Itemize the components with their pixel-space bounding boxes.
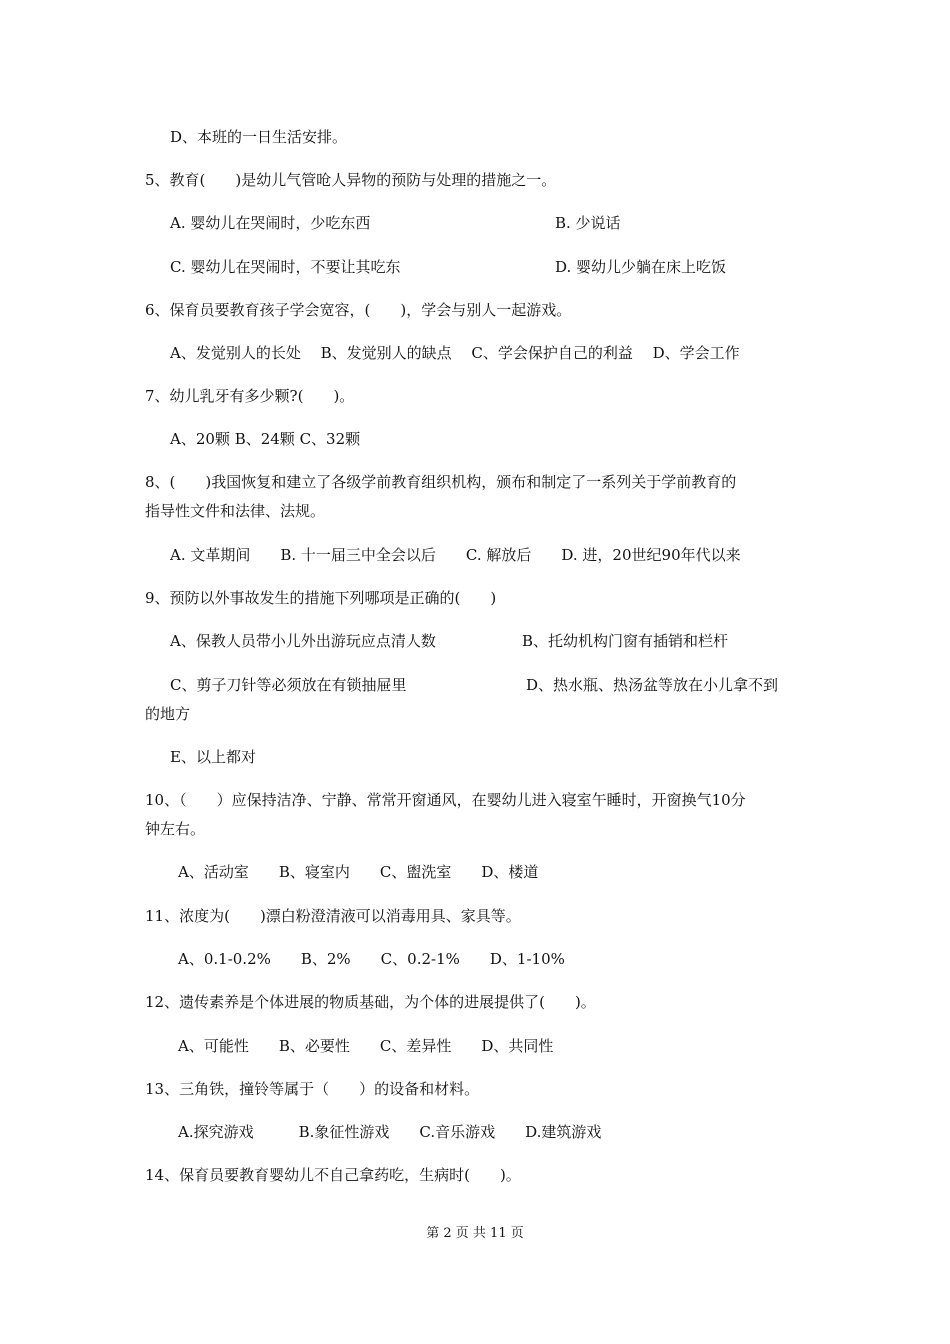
question-8: 8、( )我国恢复和建立了各级学前教育组织机构，颁布和制定了一系列关于学前教育的 <box>145 473 737 491</box>
options: A、可能性 B、必要性 C、差异性 D、共同性 <box>178 1037 554 1055</box>
question-10: 10、（ ）应保持洁净、宁静、常常开窗通风，在婴幼儿进入寝室午睡时，开窗换气10分 <box>145 791 746 809</box>
question-13: 13、三角铁，撞铃等属于（ ）的设备和材料。 <box>145 1080 480 1098</box>
options: A. 文革期间 B. 十一届三中全会以后 C. 解放后 D. 进，20世纪90年代以来 <box>170 546 741 564</box>
question-9: 9、预防以外事故发生的措施下列哪项是正确的( ) <box>145 589 497 607</box>
options: A、发觉别人的长处 B、发觉别人的缺点 C、学会保护自己的利益 D、学会工作 <box>170 344 740 362</box>
question-5: 5、教育( )是幼儿气管呛人异物的预防与处理的措施之一。 <box>145 171 557 189</box>
option-c: C. 婴幼儿在哭闹时，不要让其吃东 <box>170 258 401 276</box>
option-a: A. 婴幼儿在哭闹时，少吃东西 <box>170 214 371 232</box>
text-line: D、本班的一日生活安排。 <box>170 128 348 146</box>
question-6: 6、保育员要教育孩子学会宽容，( )，学会与别人一起游戏。 <box>145 301 572 319</box>
options: A、0.1-0.2% B、2% C、0.2-1% D、1-10% <box>178 950 565 968</box>
question-14: 14、保育员要教育婴幼儿不自己拿药吃，生病时( )。 <box>145 1166 521 1184</box>
question-7: 7、幼儿乳牙有多少颗?( )。 <box>145 387 355 405</box>
option-e: E、以上都对 <box>170 748 256 766</box>
option-d: D、热水瓶、热汤盆等放在小儿拿不到 <box>526 676 779 694</box>
question-10-cont: 钟左右。 <box>145 820 206 838</box>
options: A.探究游戏 B.象征性游戏 C.音乐游戏 D.建筑游戏 <box>178 1123 602 1141</box>
option-d-cont: 的地方 <box>145 705 191 723</box>
option-b: B. 少说话 <box>555 214 621 232</box>
option-c: C、剪子刀针等必须放在有锁抽屉里 <box>170 676 407 694</box>
question-8-cont: 指导性文件和法律、法规。 <box>145 502 326 520</box>
options: A、20颗 B、24颗 C、32颗 <box>170 430 361 448</box>
option-a: A、保教人员带小儿外出游玩应点清人数 <box>170 632 436 650</box>
page-footer: 第 2 页 共 11 页 <box>426 1226 524 1241</box>
question-11: 11、浓度为( )漂白粉澄清液可以消毒用具、家具等。 <box>145 907 521 925</box>
question-12: 12、遗传素养是个体进展的物质基础，为个体的进展提供了( )。 <box>145 993 596 1011</box>
options: A、活动室 B、寝室内 C、盥洗室 D、楼道 <box>178 863 539 881</box>
option-d: D. 婴幼儿少躺在床上吃饭 <box>555 258 727 276</box>
option-b: B、托幼机构门窗有插销和栏杆 <box>522 632 729 650</box>
